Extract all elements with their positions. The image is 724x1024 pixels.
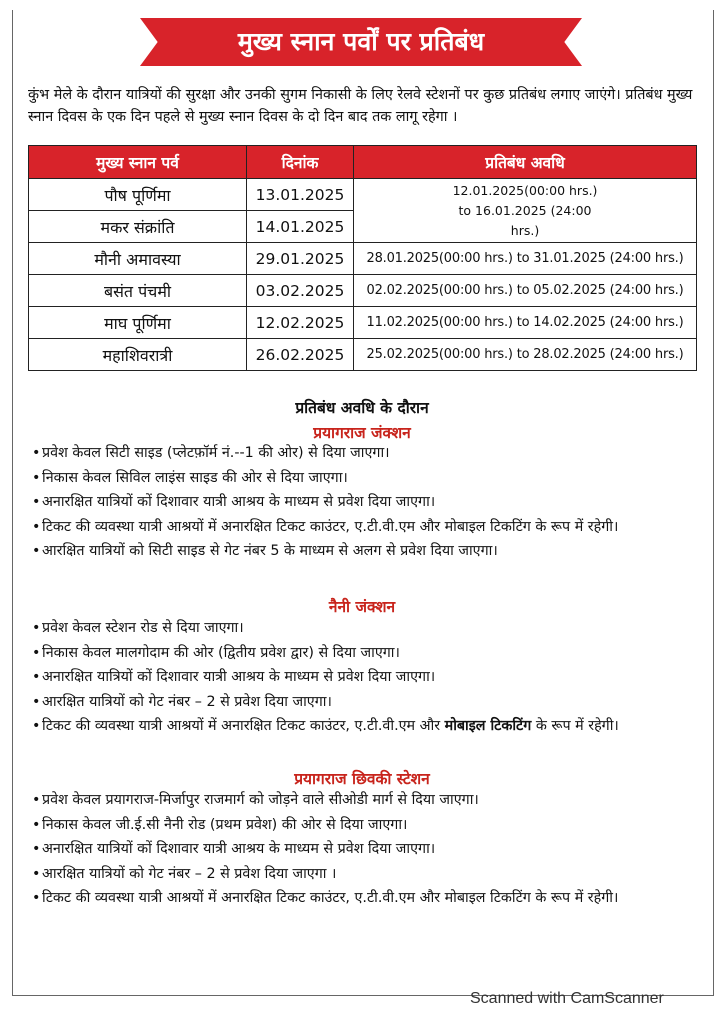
date-cell: 14.01.2025 <box>247 211 354 243</box>
list-item <box>32 668 702 688</box>
table-row <box>29 243 697 275</box>
table-header-row <box>29 146 697 179</box>
list-item <box>32 644 702 664</box>
festival-cell: मौनी अमावस्या <box>29 243 247 275</box>
section-title-naini-junction: नैनी जंक्शन <box>328 598 396 616</box>
date-cell: 26.02.2025 <box>247 339 354 371</box>
item-text: टिकट की व्यवस्था यात्री आश्रयों में अनारक्षित टिकट काउंटर, ए.टी.वी.एम और मोबाइल टिकटिंग के रूप में रहेगी। <box>42 890 619 906</box>
item-text: आरक्षित यात्रियों को गेट नंबर – 2 से प्रवेश दिया जाएगा । <box>42 865 337 882</box>
period-cell: 28.01.2025(00:00 hrs.) to 31.01.2025 (24:00 hrs.) <box>354 243 697 275</box>
item-text: अनारक्षित यात्रियों कों दिशावार यात्री आश्रय के माध्यम से प्रवेश दिया जाएगा। <box>42 494 436 510</box>
table-row <box>29 275 697 307</box>
item-text: प्रवेश केवल स्टेशन रोड से दिया जाएगा। <box>42 620 244 636</box>
list-item <box>32 542 702 562</box>
bullet-icon: • <box>32 644 41 661</box>
item-text: प्रवेश केवल प्रयागराज-मिर्जापुर राजमार्ग को जोड़ने वाले सीओडी मार्ग से दिया जाएगा। <box>42 792 479 808</box>
bullet-icon: • <box>32 445 41 461</box>
bullet-icon: • <box>32 543 41 559</box>
item-text: के रूप में रहेगी। <box>531 718 619 734</box>
item-text: निकास केवल मालगोदाम की ओर (द्वितीय प्रवेश द्वार) से दिया जाएगा। <box>42 644 400 661</box>
restriction-table <box>28 145 697 371</box>
item-text: टिकट की व्यवस्था यात्री आश्रयों में अनारक्षित टिकट काउंटर, ए.टी.वी.एम और <box>42 718 445 734</box>
date-cell: 13.01.2025 <box>247 179 354 211</box>
festival-cell: पौष पूर्णिमा <box>29 179 247 211</box>
title-banner <box>140 18 582 66</box>
date-cell: 12.02.2025 <box>247 307 354 339</box>
list-item <box>32 518 702 538</box>
prayagraj-chheoki-list <box>32 791 702 914</box>
bullet-icon: • <box>32 792 41 808</box>
bullet-icon: • <box>32 890 41 906</box>
scanner-watermark: Scanned with CamScanner <box>470 990 664 1007</box>
item-text: निकास केवल जी.ई.सी नैनी रोड (प्रथम प्रवेश) की ओर से दिया जाएगा। <box>42 816 408 833</box>
section-title-prayagraj-junction: प्रयागराज जंक्शन <box>313 424 411 442</box>
banner-title: मुख्य स्नान पर्वों पर प्रतिबंध <box>237 27 485 56</box>
bullet-icon: • <box>32 816 41 833</box>
list-item <box>32 816 702 836</box>
section-title-prayagraj-chheoki: प्रयागराज छिवकी स्टेशन <box>294 770 430 788</box>
date-cell: 29.01.2025 <box>247 243 354 275</box>
column-header: दिनांक <box>247 146 354 179</box>
bullet-icon: • <box>32 841 41 857</box>
festival-cell: माघ पूर्णिमा <box>29 307 247 339</box>
item-text: प्रवेश केवल सिटी साइड (प्लेटफ़ॉर्म नं.--1 की ओर) से दिया जाएगा। <box>42 445 390 461</box>
table-row <box>29 307 697 339</box>
during-heading: प्रतिबंध अवधि के दौरान <box>295 399 429 417</box>
bullet-icon: • <box>32 693 41 710</box>
naini-junction-list <box>32 619 702 742</box>
bullet-icon: • <box>32 469 41 486</box>
list-item <box>32 469 702 489</box>
bullet-icon: • <box>32 865 41 882</box>
bullet-icon: • <box>32 494 41 510</box>
column-header: प्रतिबंध अवधि <box>354 146 697 179</box>
item-text: अनारक्षित यात्रियों कों दिशावार यात्री आश्रय के माध्यम से प्रवेश दिया जाएगा। <box>42 841 436 857</box>
table-row <box>29 339 697 371</box>
list-item <box>32 717 702 737</box>
list-item <box>32 791 702 811</box>
list-item <box>32 619 702 639</box>
bullet-icon: • <box>32 669 41 685</box>
festival-cell: बसंत पंचमी <box>29 275 247 307</box>
period-cell <box>354 179 697 243</box>
bullet-icon: • <box>32 518 41 535</box>
list-item <box>32 693 702 713</box>
table-row <box>29 179 697 211</box>
item-text-bold: मोबाइल टिकटिंग <box>444 718 532 734</box>
period-cell: 25.02.2025(00:00 hrs.) to 28.02.2025 (24:00 hrs.) <box>354 339 697 371</box>
bullet-icon: • <box>32 620 41 636</box>
intro-paragraph: कुंभ मेले के दौरान यात्रियों की सुरक्षा और उनकी सुगम निकासी के लिए रेलवे स्टेशनों पर कुछ प्रतिबंध लगाए जाएंगे। प्रतिबंध मुख्य स्नान दिवस के एक दिन पहले से मुख्य स्नान दिवस के दो दिन बाद तक लागू रहेगा । <box>28 87 693 125</box>
list-item <box>32 444 702 464</box>
list-item <box>32 840 702 860</box>
item-text: निकास केवल सिविल लाइंस साइड की ओर से दिया जाएगा। <box>42 469 348 486</box>
period-cell: 02.02.2025(00:00 hrs.) to 05.02.2025 (24:00 hrs.) <box>354 275 697 307</box>
festival-cell: मकर संक्रांति <box>29 211 247 243</box>
column-header: मुख्य स्नान पर्व <box>29 146 247 179</box>
festival-cell: महाशिवरात्री <box>29 339 247 371</box>
date-cell: 03.02.2025 <box>247 275 354 307</box>
bullet-icon: • <box>32 718 41 734</box>
list-item <box>32 889 702 909</box>
prayagraj-junction-list <box>32 444 702 567</box>
period-cell: 11.02.2025(00:00 hrs.) to 14.02.2025 (24:00 hrs.) <box>354 307 697 339</box>
item-text: टिकट की व्यवस्था यात्री आश्रयों में अनारक्षित टिकट काउंटर, ए.टी.वी.एम और मोबाइल टिकटिंग के रूप में रहेगी। <box>42 518 619 535</box>
list-item <box>32 865 702 885</box>
period-text: 12.01.2025(00:00 hrs.) to 16.01.2025 (24:00 hrs.) <box>452 182 598 238</box>
item-text: आरक्षित यात्रियों को गेट नंबर – 2 से प्रवेश दिया जाएगा। <box>42 693 332 710</box>
item-text: आरक्षित यात्रियों को सिटी साइड से गेट नंबर 5 के माध्यम से अलग से प्रवेश दिया जाएगा। <box>42 543 498 559</box>
item-text: अनारक्षित यात्रियों कों दिशावार यात्री आश्रय के माध्यम से प्रवेश दिया जाएगा। <box>42 669 436 685</box>
list-item <box>32 493 702 513</box>
